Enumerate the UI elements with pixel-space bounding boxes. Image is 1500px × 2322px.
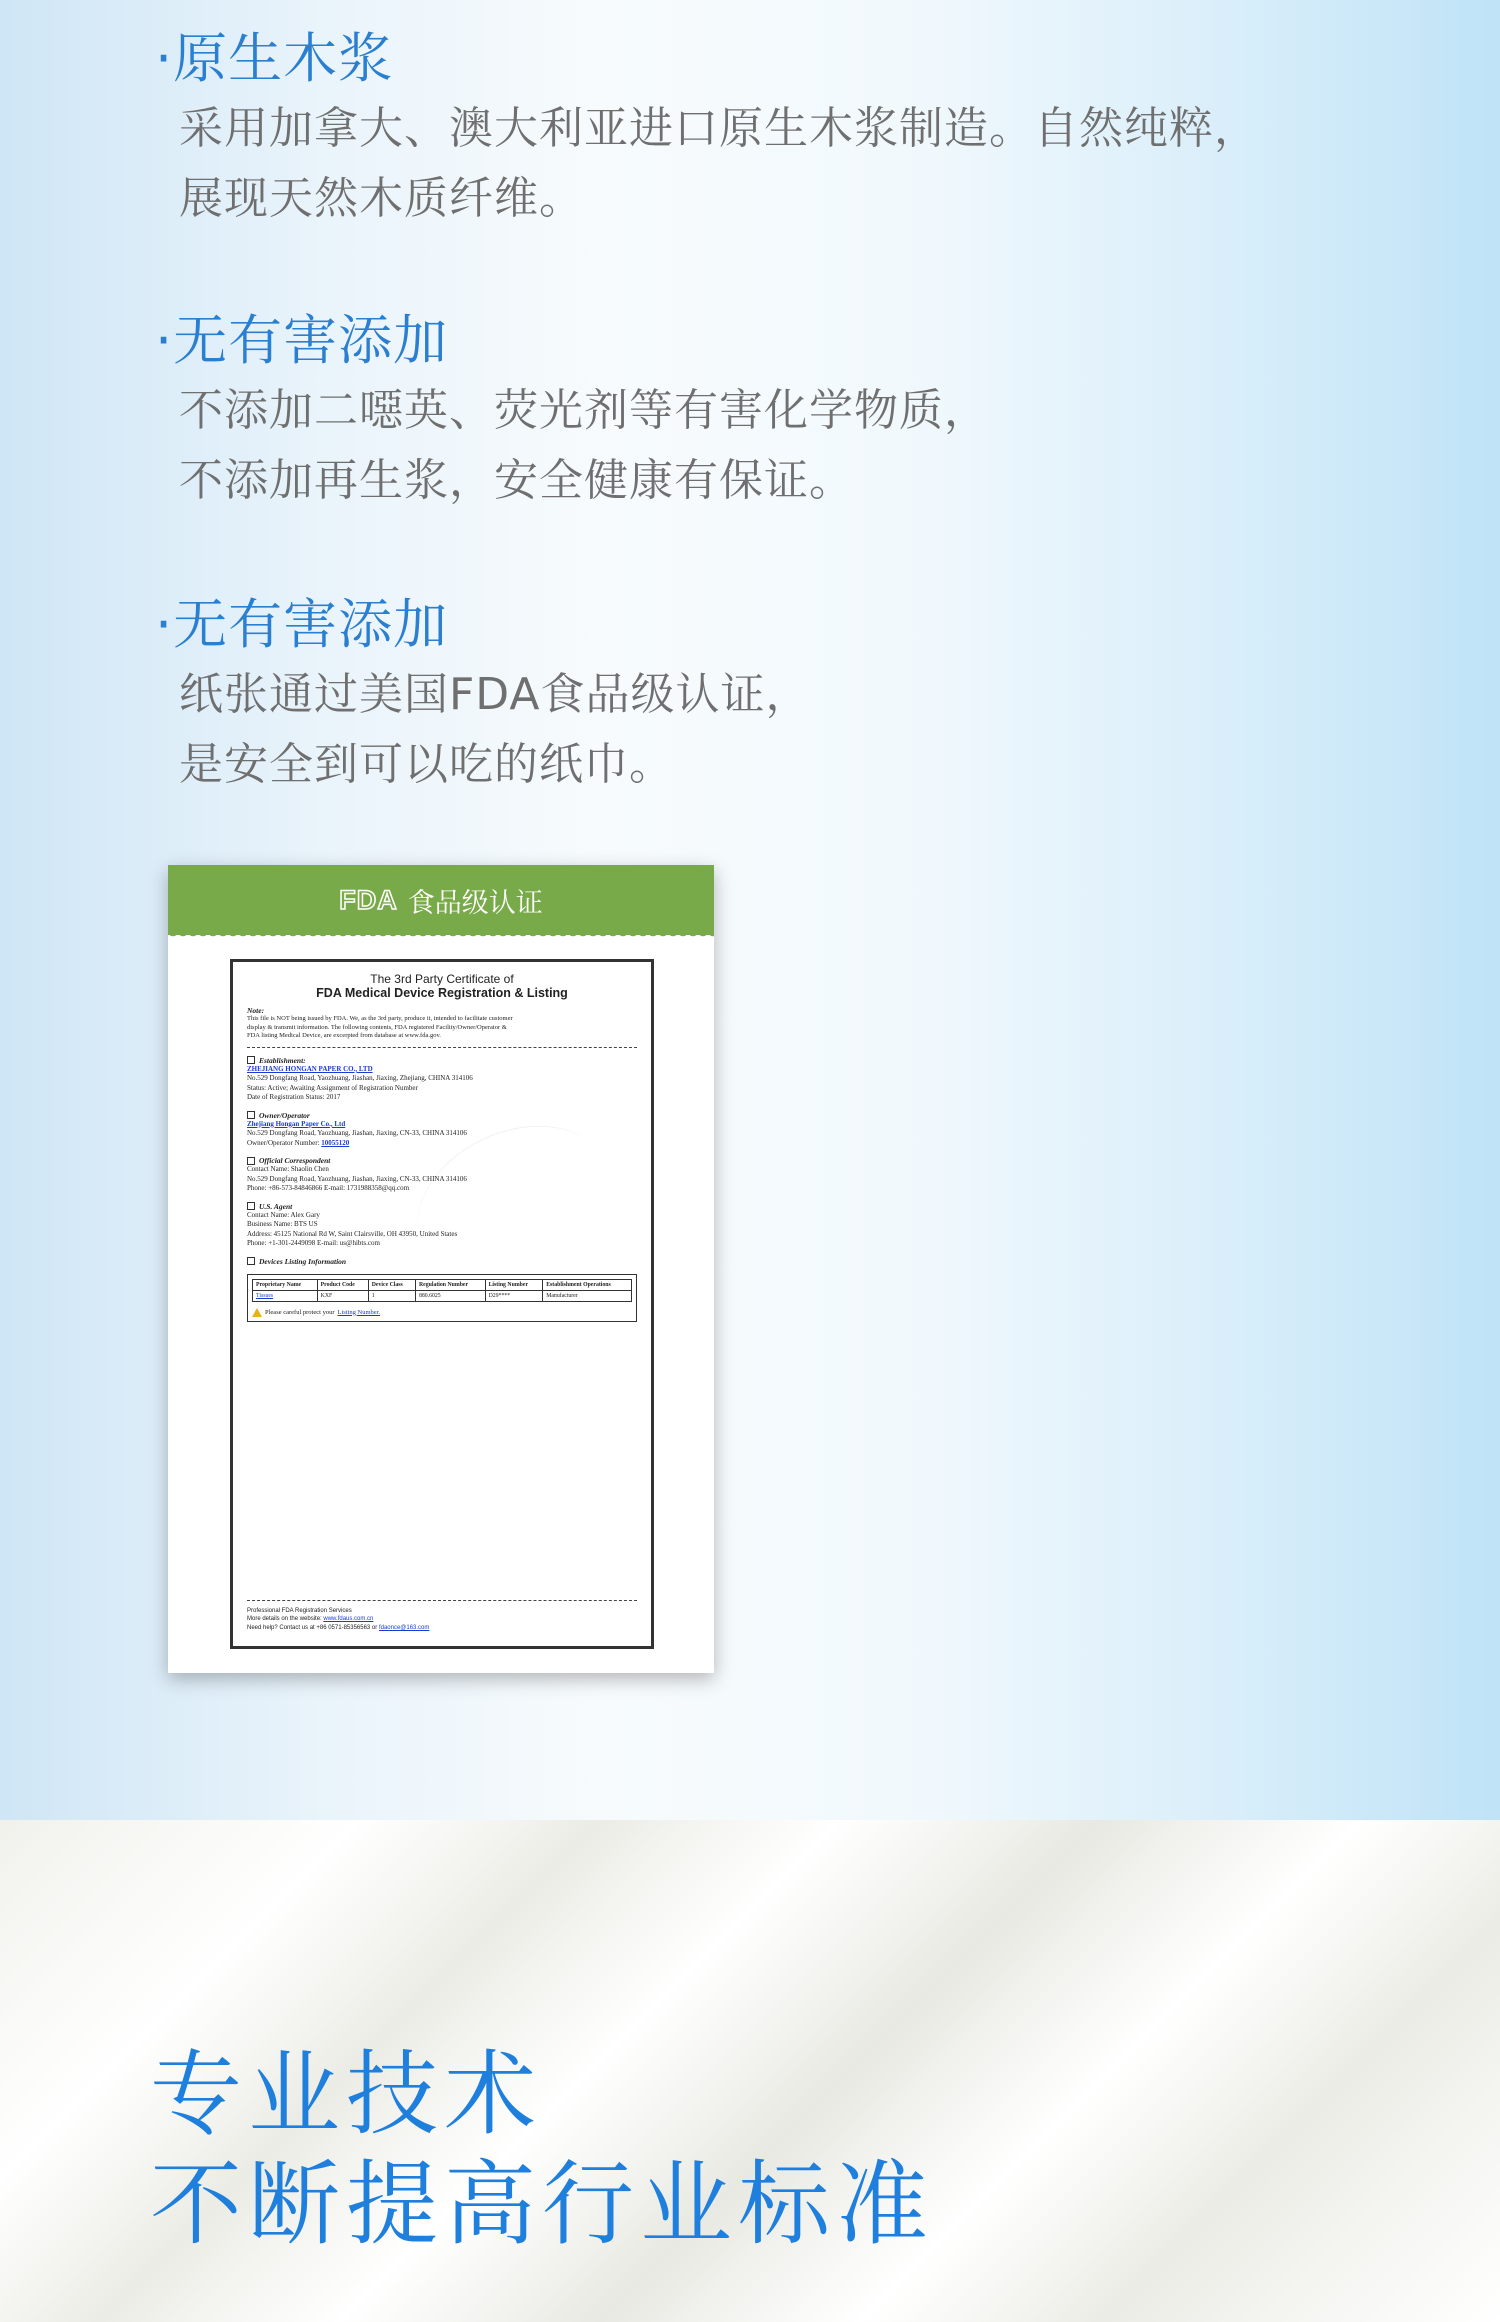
note-text: FDA listing Medical Device, are excerpted from database at www.fda.gov.	[247, 1032, 441, 1039]
section-label: Official Correspondent	[259, 1156, 331, 1165]
feature-text: 不添加再生浆，安全健康有保证。	[179, 455, 854, 506]
correspondent-line: Contact Name: Shaolin Chen	[247, 1165, 329, 1173]
table-header: Device Class	[368, 1279, 415, 1290]
section-owner	[247, 1111, 637, 1120]
correspondent-line: No.529 Dongfang Road, Yaozhuang, Jiashan, Jiaxing, CN-33, CHINA 314106	[247, 1174, 467, 1183]
footer-email-link[interactable]: fdaonce@163.com	[378, 1624, 430, 1631]
footer-line: Professional FDA Registration Services	[247, 1607, 352, 1614]
warning-line	[252, 1308, 632, 1317]
table-header: Proprietary Name	[253, 1279, 318, 1290]
correspondent-line: Phone: +86-573-84846866 E-mail: 1731988358@qq.com	[247, 1184, 410, 1192]
owner-line: No.529 Dongfang Road, Yaozhuang, Jiashan, Jiaxing, CN-33, CHINA 314106	[247, 1129, 467, 1137]
feature-text: 展现天然木质纤维。	[179, 173, 584, 224]
feature-fda-certified	[155, 590, 1355, 800]
feature-wood-pulp	[155, 24, 1355, 234]
feature-text: 是安全到可以吃的纸巾。	[179, 739, 674, 790]
table-header: Listing Number	[485, 1279, 543, 1290]
footer-website-link[interactable]: www.fdaus.com.cn	[323, 1616, 374, 1622]
technology-headline	[150, 2040, 934, 2260]
section-label: Owner/Operator	[259, 1110, 310, 1120]
table-header: Regulation Number	[415, 1279, 485, 1290]
footer-text: Need help? Contact us at +86 0571-85356563 or	[247, 1624, 379, 1631]
dashed-divider	[247, 1600, 637, 1601]
owner-name-link[interactable]: Zhejiang Hongan Paper Co., Ltd	[247, 1119, 346, 1128]
owner-number-link[interactable]: 10055120	[321, 1138, 350, 1147]
establishment-line: No.529 Dongfang Road, Yaozhuang, Jiashan, Jiaxing, Zhejiang, CHINA 314106	[247, 1074, 473, 1082]
document-title-line2: FDA Medical Device Registration & Listing	[316, 986, 568, 1000]
headline-line1: 专业技术	[150, 2041, 543, 2148]
feature-title: ·无有害添加	[155, 593, 449, 656]
footer-text: More details on the website:	[247, 1616, 324, 1622]
checkbox-icon	[247, 1056, 255, 1064]
banner-scallop-edge	[168, 931, 714, 941]
dashed-divider	[247, 1047, 637, 1048]
checkbox-icon	[247, 1257, 255, 1265]
table-cell: 1	[368, 1290, 415, 1301]
section-label: Devices Listing Information	[259, 1256, 347, 1266]
feature-title: ·无有害添加	[155, 309, 449, 372]
certificate-banner	[168, 865, 714, 935]
warning-link[interactable]: Listing Number.	[337, 1308, 381, 1316]
establishment-line: Date of Registration Status: 2017	[247, 1093, 341, 1101]
establishment-line: Status: Active; Awaiting Assignment of Registration Number	[247, 1083, 418, 1092]
section-establishment	[247, 1056, 637, 1065]
establishment-name-link[interactable]: ZHEJIANG HONGAN PAPER CO., LTD	[247, 1064, 373, 1073]
feature-title: ·原生木浆	[155, 27, 394, 90]
devices-table	[252, 1279, 632, 1302]
note-label: Note:	[247, 1006, 265, 1015]
fda-logo: FDA	[339, 884, 398, 915]
table-header: Product Code	[317, 1279, 368, 1290]
certificate-document	[230, 959, 654, 1649]
agent-line: Contact Name: Alex Gary	[247, 1210, 320, 1219]
footer-line	[247, 1615, 637, 1624]
document-title-line1: The 3rd Party Certificate of	[370, 972, 514, 986]
footer-line	[247, 1624, 637, 1633]
agent-line: Business Name: BTS US	[247, 1220, 318, 1228]
agent-line: Address: 45125 National Rd W, Saint Clairsville, OH 43950, United States	[247, 1229, 458, 1238]
feature-text: 纸张通过美国FDA食品级认证，	[179, 669, 811, 720]
document-footer	[247, 1594, 637, 1633]
table-cell: 880.6025	[415, 1290, 485, 1301]
checkbox-icon	[247, 1157, 255, 1165]
checkbox-icon	[247, 1111, 255, 1119]
note-text: display & transmit information. The following contents, FDA registered Facility/Owner/Operator &	[247, 1023, 507, 1031]
headline-line2: 不断提高行业标准	[150, 2151, 935, 2258]
feature-text: 不添加二噁英、荧光剂等有害化学物质，	[179, 385, 989, 436]
note-text: This file is NOT being issued by FDA. We, as the 3rd party, produce it, intended to facilitate customer	[247, 1015, 513, 1022]
feature-no-additives	[155, 306, 1355, 516]
fda-certificate-card	[168, 865, 714, 1673]
owner-number-label: Owner/Operator Number:	[247, 1138, 322, 1147]
table-header-row	[253, 1279, 632, 1290]
agent-line: Phone: +1-301-2449098 E-mail: us@hibts.com	[247, 1239, 380, 1247]
table-cell-link[interactable]: Tissues	[253, 1290, 318, 1301]
checkbox-icon	[247, 1202, 255, 1210]
table-cell: D29****	[485, 1290, 543, 1301]
table-cell: KXF	[317, 1290, 368, 1301]
certificate-banner-text: 食品级认证	[407, 887, 543, 919]
table-header: Establishment Operations	[543, 1279, 632, 1290]
table-row	[253, 1290, 632, 1301]
feature-text: 采用加拿大、澳大利亚进口原生木浆制造。自然纯粹，	[179, 103, 1259, 154]
devices-table-box	[247, 1274, 637, 1322]
table-cell: Manufacturer	[543, 1290, 632, 1301]
section-label: Establishment:	[259, 1055, 306, 1065]
warning-icon	[252, 1308, 262, 1317]
section-label: U.S. Agent	[259, 1201, 293, 1211]
warning-text: Please careful protect your	[265, 1308, 335, 1316]
